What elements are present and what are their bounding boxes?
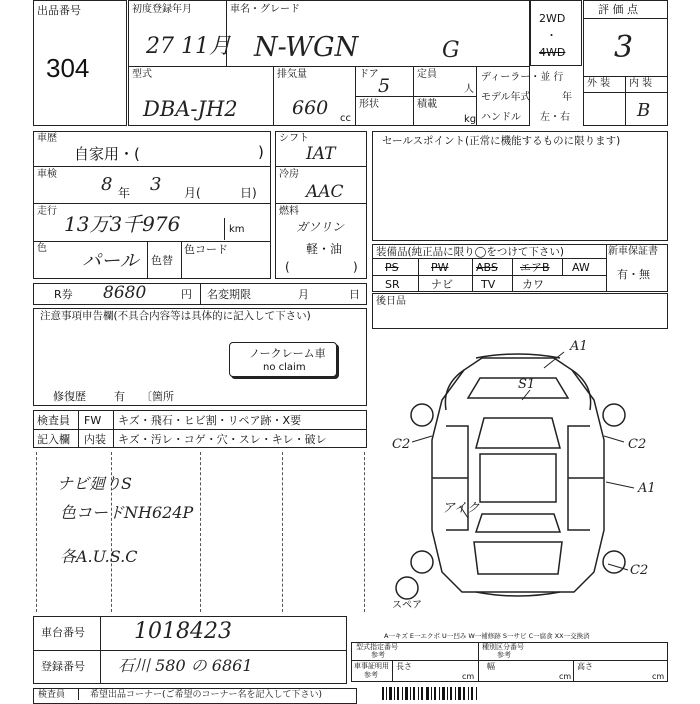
notes-label: 注意事項申告欄(不具合内容等は具体的に記入して下さい) <box>40 310 311 322</box>
car-rear-hatch <box>474 542 562 574</box>
mark-left-door: アイク <box>442 501 480 516</box>
fuel-value: ガソリン <box>296 220 345 234</box>
displacement-unit: cc <box>340 113 351 124</box>
equip-airbag: エアB <box>520 261 550 274</box>
mileage-value: 13万3千976 <box>64 212 181 236</box>
no-claim-en: no claim <box>263 362 306 373</box>
cert-label: 車事証明用 <box>354 662 389 670</box>
height-unit: cm <box>652 672 665 681</box>
history-label: 車歴 <box>37 133 57 144</box>
width-unit: cm <box>559 672 572 681</box>
inspection-month: 3 <box>150 174 162 195</box>
drive-4wd: 4WD <box>539 46 566 59</box>
spare-tire <box>396 577 418 599</box>
load-label: 積載 <box>417 99 437 110</box>
ac-label: 冷房 <box>279 169 299 180</box>
model-name: N-WGN <box>254 32 359 63</box>
length-unit: cm <box>462 672 475 681</box>
fuel-paren-open: ( <box>285 260 290 274</box>
shape-label: 形状 <box>359 99 379 110</box>
designated-label: 型式指定番号 <box>356 643 398 651</box>
mileage-label: 走行 <box>37 206 57 217</box>
equip-abs: ABS <box>476 261 498 274</box>
lot-number: 304 <box>46 53 90 83</box>
barcode <box>380 687 670 700</box>
displacement-value: 660 <box>292 97 329 119</box>
car-roof <box>480 454 556 502</box>
inspection-year: 8 <box>101 174 113 195</box>
inspection-label: 車検 <box>37 169 57 180</box>
fuel-paren-close: ) <box>353 260 358 274</box>
chassis-value: 1018423 <box>134 619 232 644</box>
damage-legend: A一キズ E一エクボ U一凹み W一補修跡 S一サビ C一腐食 XX一交換済 <box>384 632 590 640</box>
grade: G <box>442 38 460 63</box>
fuel-light: 軽・油 <box>306 242 343 256</box>
height-label: 高さ <box>577 662 593 671</box>
wheel-rear-left <box>411 551 433 573</box>
ac-value: AAC <box>306 182 344 202</box>
repair-label: 修復歴 <box>53 390 86 403</box>
equip-ps: PS <box>385 261 399 274</box>
note-line-3: 各A.U.S.C <box>60 547 138 566</box>
postfit-label: 後日品 <box>376 296 406 307</box>
repair-value: 有 <box>114 390 125 403</box>
car-body-outline <box>432 358 604 592</box>
doors-value: 5 <box>378 75 391 97</box>
postfit-box <box>372 293 668 329</box>
mark-front-bumper: A1 <box>570 339 588 354</box>
history-value: 自家用・( <box>74 145 140 163</box>
name-change-month: 月 <box>298 288 309 301</box>
interior-value: B <box>637 100 651 121</box>
exterior-label: 外 装 <box>587 78 611 89</box>
mark-right-front: C2 <box>628 437 647 452</box>
warranty-label: 新車保証書 <box>608 246 658 257</box>
bottom-corner-label: 希望出品コーナー(ご希望のコーナー名を記入して下さい) <box>90 690 323 700</box>
equip-navi: ナビ <box>431 278 453 291</box>
cert-ref: 参考 <box>364 671 378 679</box>
car-rear-window <box>476 514 560 532</box>
name-change-label: 名変期限 <box>207 288 251 301</box>
spare-label: スペア <box>392 600 422 611</box>
load-unit: kg <box>464 114 477 125</box>
inspection-month-unit: 月( <box>184 186 201 200</box>
width-label: 幅 <box>487 662 495 671</box>
history-close: ) <box>258 143 264 161</box>
mileage-unit: km <box>229 224 245 235</box>
color-label: 色 <box>37 243 47 254</box>
mark-right-rear: C2 <box>630 563 649 578</box>
inspection-day-unit: 日) <box>240 186 257 200</box>
inspector-fw: FW <box>84 414 102 427</box>
class-label: 種別区分番号 <box>482 643 524 651</box>
doors-label: ドア <box>359 69 379 80</box>
reg-value: 石川 580 の 6861 <box>118 656 253 675</box>
score-label: 評 価 点 <box>598 3 638 16</box>
drive-2wd: 2WD <box>539 12 566 25</box>
type-value: DBA-JH2 <box>143 97 238 121</box>
bottom-inspector-label: 検査員 <box>38 690 66 700</box>
class-ref: 参考 <box>497 651 511 659</box>
chassis-label: 車台番号 <box>41 626 85 639</box>
score-value: 3 <box>614 30 634 65</box>
reg-label: 登録番号 <box>41 660 85 673</box>
shift-label: シフト <box>279 133 309 144</box>
recycle-yen: 円 <box>181 288 192 301</box>
car-windshield <box>476 418 560 448</box>
inspector-label-1: 検査員 <box>37 414 70 427</box>
designated-ref: 参考 <box>371 651 385 659</box>
equipment-label: 装備品(純正品に限り◯をつけて下さい) <box>376 246 564 258</box>
first-reg-value: 27 11月 <box>146 34 231 59</box>
color-change-label: 色替 <box>151 254 173 267</box>
handle-value: 左・右 <box>540 112 570 123</box>
model-label: 車名・グレード <box>230 4 300 15</box>
inspector-interior-items: キズ・汚レ・コゲ・穴・スレ・キレ・破レ <box>118 433 327 446</box>
equip-aw: AW <box>572 261 590 274</box>
no-claim-ja: ノークレーム車 <box>249 347 326 360</box>
warranty-value: 有・無 <box>617 268 650 281</box>
capacity-label: 定員 <box>417 69 437 80</box>
recycle-value: 8680 <box>103 283 147 303</box>
wheel-front-left <box>411 404 433 426</box>
equip-leather: カワ <box>522 278 544 291</box>
note-line-1: ナビ廻りS <box>57 474 132 493</box>
fuel-label: 燃料 <box>279 206 299 217</box>
note-line-2: 色コードNH624P <box>60 503 194 522</box>
mark-hood: S1 <box>518 377 536 392</box>
recycle-label: R券 <box>54 288 73 301</box>
sales-point-box <box>372 131 668 241</box>
length-label: 長さ <box>396 662 412 671</box>
dealer-label: ディーラー・並 行 <box>481 72 564 83</box>
repair-place: 〔箇所 <box>141 390 174 403</box>
drive-dot: ・ <box>546 29 557 42</box>
inspector-label-2: 記入欄 <box>37 433 70 446</box>
name-change-day: 日 <box>349 288 360 301</box>
mark-left-front: C2 <box>392 437 411 452</box>
inspection-year-unit: 年 <box>118 186 131 200</box>
inspector-fw-items: キズ・飛石・ヒビ割・リペア跡・X要 <box>118 414 302 427</box>
equip-tv: TV <box>481 278 496 291</box>
mark-right-door: A1 <box>638 481 656 496</box>
handle-label: ハンドル <box>481 112 521 123</box>
interior-label: 内 装 <box>629 78 653 89</box>
capacity-unit: 人 <box>464 84 474 95</box>
lot-number-label: 出品番号 <box>37 4 81 17</box>
color-value: パール <box>82 250 139 272</box>
color-code-label: 色コード <box>184 243 228 256</box>
model-year-unit: 年 <box>562 92 572 103</box>
model-year-label: モデル年式 <box>481 92 531 103</box>
shift-value: IAT <box>306 144 336 164</box>
inspector-interior: 内装 <box>84 433 106 446</box>
equip-sr: SR <box>385 278 400 291</box>
car-damage-diagram <box>372 330 668 616</box>
first-reg-label: 初度登録年月 <box>132 4 192 15</box>
sales-point-label: セールスポイント(正常に機能するものに限ります) <box>382 135 621 147</box>
no-claim-stamp <box>229 342 337 377</box>
wheel-rear-right <box>603 551 625 573</box>
equip-pw: PW <box>431 261 449 274</box>
type-label: 型式 <box>132 69 152 80</box>
wheel-front-right <box>603 404 625 426</box>
displacement-label: 排気量 <box>277 69 307 80</box>
